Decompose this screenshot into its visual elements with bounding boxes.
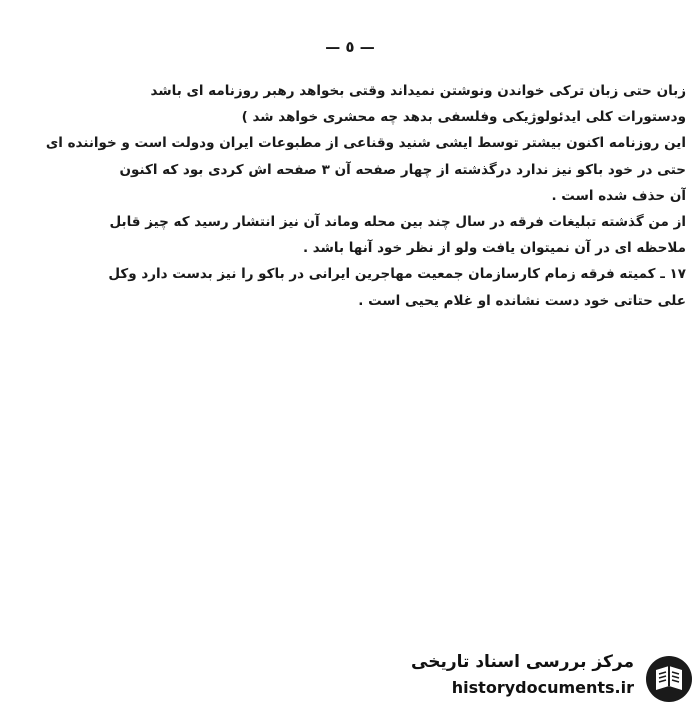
text-line: از من گذشته تبلیغات فرقه در سال چند بین محله وماند آن نیز انتشار رسید که چیز قابل <box>109 214 686 231</box>
archive-book-icon <box>644 654 694 704</box>
text-line: زبان حتی زبان ترکی خواندن ونوشتن نمیداند وقتی بخواهد رهبر روزنامه ای باشد <box>150 83 686 99</box>
text-line: ملاحظه ای در آن نمیتوان یافت ولو از نظر خود آنها باشد . <box>302 240 686 257</box>
page-number: — ٥ — <box>325 38 375 56</box>
text-line: این روزنامه اکنون بیشتر توسط ایشی شنید وقناعی از مطبوعات ایران ودولت است و خواننده ای <box>45 135 686 152</box>
text-line: آن حذف شده است . <box>551 187 686 204</box>
archive-title: مرکز بررسی اسناد تاریخی <box>411 652 634 672</box>
document-body <box>18 78 686 314</box>
archive-url: historydocuments.ir <box>451 678 634 697</box>
text-line: ودستورات کلی ایدئولوژیکی وفلسفی بدهد چه محشری خواهد شد ) <box>241 109 686 126</box>
text-line: ۱۷ ـ کمیته فرقه زمام کارسازمان جمعیت مهاجرین ایرانی در باکو را نیز بدست دارد وکل <box>108 266 686 283</box>
text-line: حتی در خود باکو نیز ندارد درگذشته از چهار صفحه آن ۳ صفحه اش کردی بود که اکنون <box>119 161 686 178</box>
text-line: علی حتاتی خود دست نشانده او غلام یحیی است . <box>358 292 686 309</box>
archive-watermark-logo <box>409 648 694 706</box>
